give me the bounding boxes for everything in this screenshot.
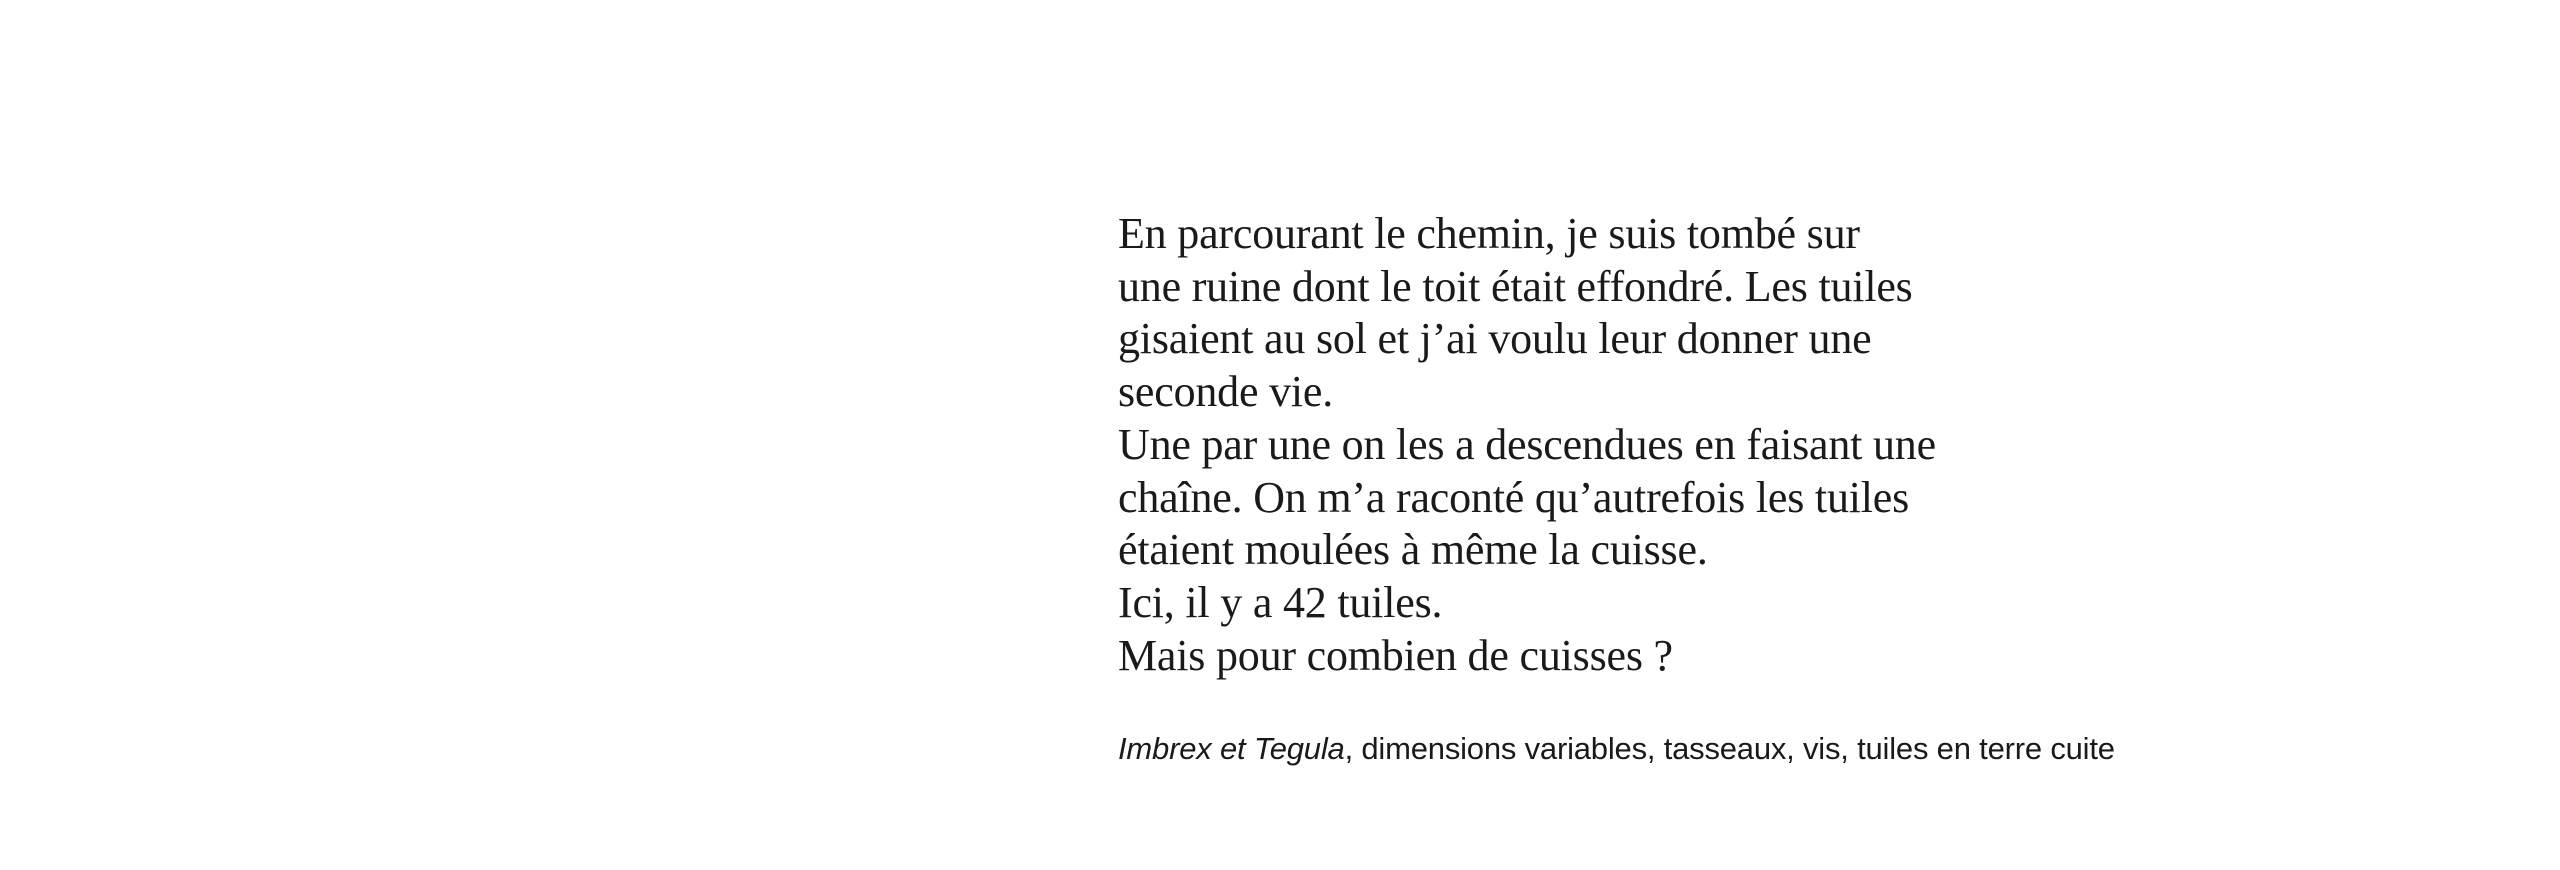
poem-line: En parcourant le chemin, je suis tombé sur xyxy=(1118,209,1860,258)
poem-line: Une par une on les a descendues en faisant une xyxy=(1118,419,1936,469)
artwork-caption xyxy=(1118,729,2418,769)
artwork-title: Imbrex et Tegula xyxy=(1118,731,1345,767)
poem-line: chaîne. On m’a raconté qu’autrefois les tuiles xyxy=(1118,472,1910,522)
poem-line: Mais pour combien de cuisses ? xyxy=(1118,630,1673,680)
poem-paragraph xyxy=(1118,208,2418,682)
artwork-text-block xyxy=(1118,208,2418,769)
poem-line: seconde vie. xyxy=(1118,367,1334,417)
poem-line: Ici, il y a 42 tuiles. xyxy=(1118,577,1443,627)
poem-line: gisaient au sol et j’ai voulu leur donner une xyxy=(1118,314,1872,364)
poem-line: une ruine dont le toit était effondré. Les tuiles xyxy=(1118,261,1913,311)
artwork-details: , dimensions variables, tasseaux, vis, tuiles en terre cuite xyxy=(1344,731,2115,767)
poem-line: étaient moulées à même la cuisse. xyxy=(1118,525,1708,575)
